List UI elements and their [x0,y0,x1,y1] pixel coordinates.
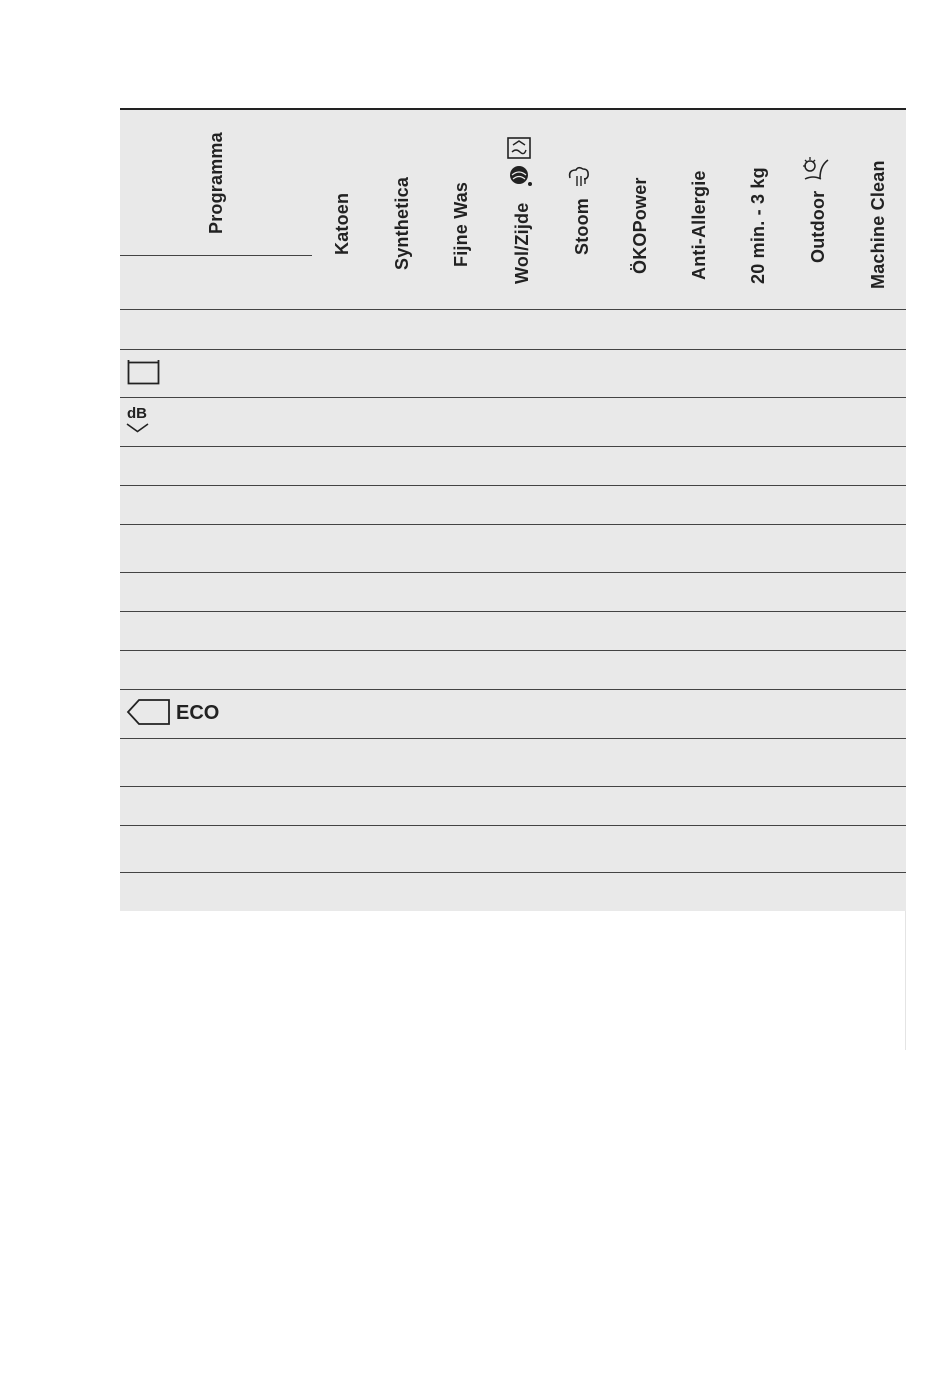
program-label: ÖKOPower [630,177,650,274]
row-separator [120,872,906,873]
row-separator [120,825,906,826]
drum-icon [127,359,161,385]
db-noise-icon [126,405,156,441]
program-label: Fijne Was [451,181,471,267]
row-separator [120,650,906,651]
row-separator [120,524,906,525]
col-header-synthetica [380,108,438,308]
header-programma [120,108,312,308]
program-label: Outdoor [808,190,828,263]
col-header-fijne-was [440,108,498,308]
program-label: Stoom [572,198,592,255]
programma-label: Programma [206,132,226,234]
header-sub-rule [120,255,312,256]
program-label: Wol/Zijde [512,202,532,284]
row-separator [120,349,906,350]
program-label: 20 min. - 3 kg [748,167,768,284]
program-options-table [120,108,906,1050]
footer-edge [905,911,906,1050]
eco-tag-icon [126,698,172,726]
program-label: Anti-Allergie [689,170,709,280]
table-footer-area [120,911,906,1050]
col-header-okopower [618,108,676,308]
col-header-outdoor [798,108,856,308]
col-header-wol-zijde [498,108,556,308]
outdoor-icon [802,156,830,182]
col-header-stoom [558,108,616,308]
row-separator [120,689,906,690]
row-separator [120,611,906,612]
col-header-anti-allergie [678,108,736,308]
db-label: dB [127,405,147,422]
row-separator [120,446,906,447]
col-header-20min-3kg [738,108,796,308]
row-separator [120,309,906,310]
col-header-katoen [320,108,378,308]
row-separator [120,397,906,398]
row-separator [120,738,906,739]
col-header-machine-clean [858,108,906,308]
row-separator [120,485,906,486]
row-separator [120,572,906,573]
eco-label: ECO [176,702,220,724]
wool-hand-wash-icon [504,134,534,192]
program-label: Machine Clean [868,160,888,289]
row-separator [120,786,906,787]
steam-icon [566,164,592,190]
program-label: Katoen [332,192,352,255]
program-label: Synthetica [392,176,412,270]
